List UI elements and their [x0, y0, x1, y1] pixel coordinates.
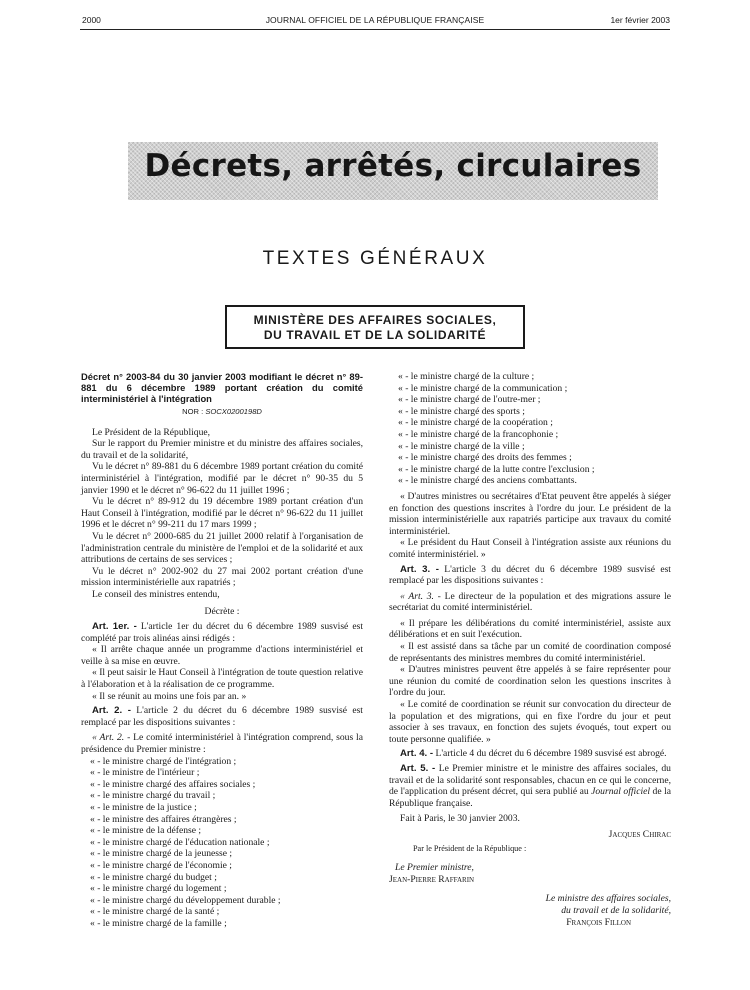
- banner-title: Décrets, arrêtés, circulaires: [144, 148, 642, 184]
- list-item: « - le ministre de la justice ;: [90, 802, 197, 813]
- visa-paragraph: Vu le décret n° 89-881 du 6 décembre 1989 portant création du comité interministériel à l'intégration, modifié par le décret n° 90-35 du 5 janvier 1990 et le décret n° 96-622 du 11 juillet 1996 ;: [81, 461, 363, 496]
- article-4-text: L'article 4 du décret du 6 décembre 1989 susvisé est abrogé.: [435, 748, 667, 760]
- list-item: « - le ministre chargé de la ville ;: [398, 440, 525, 452]
- ministry-line-2: DU TRAVAIL ET DE LA SOLIDARITÉ: [263, 328, 487, 342]
- article-3-quote-text: Le directeur de la population et des migrations assure le secrétariat du comité interministériel.: [389, 590, 671, 614]
- article-1-label: Art. 1er. -: [92, 621, 137, 633]
- article-1-quote: « Il peut saisir le Haut Conseil à l'intégration de toute question relative à l'élaboration et à la réalisation de ce programme.: [81, 667, 363, 691]
- right-column: [389, 371, 671, 928]
- list-item: « - le ministre chargé de la coopération ;: [398, 417, 553, 429]
- left-column: [81, 371, 363, 930]
- article-3: [389, 564, 671, 587]
- par-le-president: Par le Président de la République :: [413, 843, 527, 853]
- list-item: « - le ministre de la défense ;: [90, 825, 202, 837]
- fait-line: Fait à Paris, le 30 janvier 2003.: [400, 813, 520, 825]
- article-3-label: Art. 3. -: [400, 563, 439, 575]
- article-3-quote-label: « Art. 3. -: [400, 590, 441, 602]
- list-item: « - le ministre de l'intérieur ;: [90, 767, 200, 779]
- journal-title: JOURNAL OFFICIEL DE LA RÉPUBLIQUE FRANÇAISE: [265, 15, 485, 25]
- list-item: « - le ministre chargé de la famille ;: [90, 917, 227, 929]
- ministry-box: [225, 305, 525, 349]
- section-banner: [128, 142, 658, 200]
- list-item: « - le ministre chargé du budget ;: [90, 871, 217, 883]
- list-item: « - le ministre chargé de la communication ;: [398, 382, 568, 394]
- list-item: « - le ministre chargé des affaires sociales ;: [90, 778, 256, 790]
- body-paragraph: « D'autres ministres peuvent être appelés à se faire représenter pour une réunion du comité de coordination selon les questions inscrites à l'ordre du jour.: [389, 664, 671, 699]
- article-3-quote: [389, 591, 671, 614]
- body-paragraph: « D'autres ministres ou secrétaires d'Etat peuvent être appelés à siéger en fonction des questions inscrites à l'ordre du jour. Le président de la mission interministérielle aux rapatriés participe aux travaux du comité interministériel.: [389, 490, 671, 537]
- body-paragraph: « Il est assisté dans sa tâche par un comité de coordination composé de représentants des ministres membres du comité interministériel.: [389, 641, 671, 664]
- article-2-quote: [81, 732, 363, 755]
- article-5-label: Art. 5. -: [400, 763, 436, 774]
- visa-paragraph: Le conseil des ministres entendu,: [92, 588, 220, 600]
- article-1: [81, 621, 363, 644]
- list-item: « - le ministre chargé du développement durable ;: [90, 894, 281, 906]
- list-item: « - le ministre chargé de l'éducation nationale ;: [90, 836, 270, 848]
- decree-title: Décret n° 2003-84 du 30 janvier 2003 modifiant le décret n° 89-881 du 6 décembre 1989 portant création du comité interministériel à l'intégration: [81, 371, 363, 404]
- list-item: « - le ministre chargé du travail ;: [90, 790, 216, 802]
- list-item: « - le ministre chargé de la jeunesse ;: [90, 848, 233, 860]
- president-signature: Jacques Chirac: [608, 828, 671, 840]
- ministry-line-1: MINISTÈRE DES AFFAIRES SOCIALES,: [253, 313, 497, 327]
- list-item: « - le ministre chargé des droits des femmes ;: [398, 452, 572, 464]
- visa-paragraph: Sur le rapport du Premier ministre et du ministre des affaires sociales, du travail et de la solidarité,: [81, 438, 363, 461]
- decrete-label: Décrète :: [204, 605, 240, 617]
- article-1-quote: « Il arrête chaque année un programme d'actions interministériel et veille à sa mise en œuvre.: [81, 644, 363, 667]
- article-2-text: L'article 2 du décret du 6 décembre 1989 susvisé est remplacé par les dispositions suivantes :: [81, 705, 363, 728]
- list-item: « - le ministre chargé de la santé ;: [90, 906, 220, 918]
- list-item: « - le ministre chargé des anciens combattants.: [398, 475, 577, 487]
- list-item: « - le ministre chargé de la lutte contre l'exclusion ;: [398, 463, 595, 475]
- prime-minister-title: Le Premier ministre,: [395, 862, 474, 874]
- list-item: « - le ministre chargé de la culture ;: [398, 371, 535, 382]
- list-item: « - le ministre des affaires étrangères ;: [90, 813, 237, 825]
- article-4-label: Art. 4. -: [400, 748, 434, 760]
- article-5-text-a: Le Premier ministre et le ministre des affaires sociales, du travail et de la solidarité sont responsables, chacun en ce qui le concerne, de l'application du présent décret, qui sera publié au: [389, 763, 671, 798]
- visa-paragraph: Vu le décret n° 2002-902 du 27 mai 2002 portant création d'une mission interministérielle aux rapatriés ;: [81, 565, 363, 589]
- nor-reference: [81, 406, 363, 418]
- list-item: « - le ministre chargé des sports ;: [398, 405, 525, 417]
- nor-code: SOCX0200198D: [205, 407, 262, 416]
- body-paragraph: « Il prépare les délibérations du comité interministériel, assiste aux délibérations et en suit l'exécution.: [389, 617, 671, 641]
- article-1-quote: « Il se réunit au moins une fois par an. »: [92, 690, 247, 702]
- list-item: « - le ministre chargé de la francophonie ;: [398, 428, 559, 440]
- article-4: [389, 748, 671, 760]
- visa-paragraph: Vu le décret n° 89-912 du 19 décembre 1989 portant création d'un Haut Conseil à l'intégration, modifié par le décret n° 96-622 du 11 juillet 1996 et le décret n° 99-211 du 17 mars 1999 ;: [81, 496, 363, 531]
- article-2-quote-text: Le comité interministériel à l'intégration comprend, sous la présidence du Premier ministre :: [81, 732, 363, 756]
- list-item: « - le ministre chargé de l'intégration ;: [90, 755, 237, 767]
- nor-label: NOR :: [182, 407, 204, 416]
- visa-paragraph: Le Président de la République,: [92, 426, 211, 438]
- prime-minister-name: Jean-Pierre Raffarin: [389, 873, 475, 885]
- minister-title-line-2: du travail et de la solidarité,: [561, 904, 671, 916]
- article-1-text: L'article 1er du décret du 6 décembre 1989 susvisé est complété par trois alinéas ainsi rédigés :: [81, 621, 363, 644]
- journal-officiel-ref: Journal officiel: [591, 786, 651, 798]
- article-2-label: Art. 2. -: [92, 705, 131, 717]
- list-item: « - le ministre chargé du logement ;: [90, 883, 227, 895]
- section-title: TEXTES GÉNÉRAUX: [262, 248, 488, 269]
- article-5: [389, 763, 671, 809]
- minister-name: François Fillon: [566, 916, 631, 928]
- article-2: [81, 705, 363, 728]
- visa-paragraph: Vu le décret n° 2000-685 du 21 juillet 2000 relatif à l'organisation de l'administration centrale du ministère de l'emploi et de la solidarité et aux attributions de certains de ses services ;: [81, 530, 363, 566]
- page-number: 2000: [82, 15, 101, 25]
- body-paragraph: « Le comité de coordination se réunit sur convocation du directeur de la population et des migrations, qui en fixe l'ordre du jour et peut associer à ses travaux, en fonction des sujets évoqués, tout expert ou toute personne qualifiée. »: [389, 699, 671, 745]
- list-item: « - le ministre chargé de l'outre-mer ;: [398, 394, 541, 406]
- minister-title-line-1: Le ministre des affaires sociales,: [545, 893, 671, 905]
- running-header: [0, 15, 750, 29]
- header-rule: [80, 29, 670, 30]
- article-3-text: L'article 3 du décret du 6 décembre 1989 susvisé est remplacé par les dispositions suivantes :: [389, 563, 671, 587]
- issue-date: 1er février 2003: [610, 15, 670, 25]
- list-item: « - le ministre chargé de l'économie ;: [90, 859, 232, 871]
- article-2-quote-label: « Art. 2. -: [92, 732, 131, 744]
- article-5-text-b: de la République française.: [389, 786, 671, 809]
- body-paragraph: « Le président du Haut Conseil à l'intégration assiste aux réunions du comité interministériel. »: [389, 537, 671, 560]
